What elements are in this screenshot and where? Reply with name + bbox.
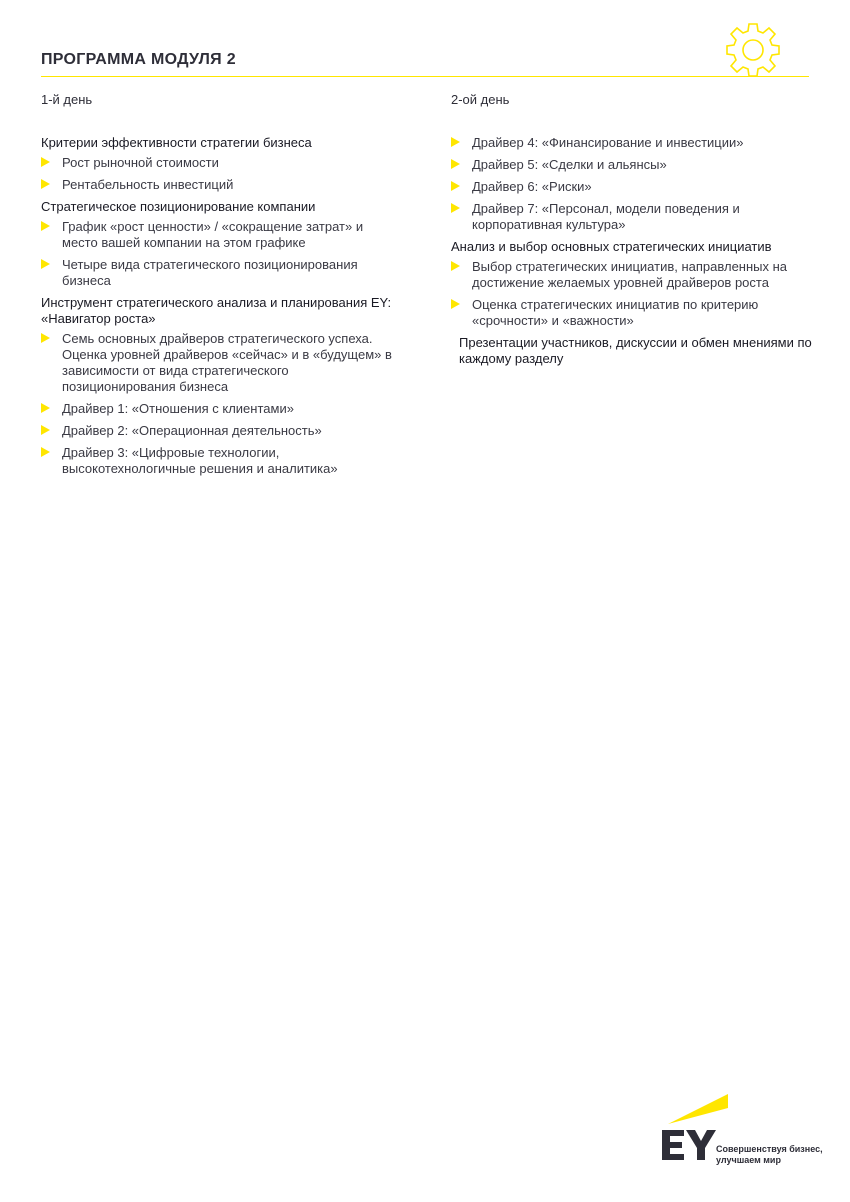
day1-section-3-title: Инструмент стратегического анализа и планирования EY: «Навигатор роста» <box>41 295 392 326</box>
bullet-icon <box>41 179 50 189</box>
bullet-icon <box>41 259 50 269</box>
day2-note: Презентации участников, дискуссии и обмен мнениями по каждому разделу <box>459 335 812 366</box>
day2-intro-list <box>451 135 821 233</box>
day1-section-3-list <box>41 331 401 477</box>
gear-icon <box>721 18 785 78</box>
day1-section-1-list <box>41 155 401 193</box>
list-item: Драйвер 6: «Риски» <box>451 179 821 195</box>
list-item: Рентабельность инвестиций <box>41 177 401 193</box>
ey-tagline: Совершенствуя бизнес, улучшаем мир <box>716 1144 823 1165</box>
day2-column <box>451 92 821 367</box>
day2-section-title: Анализ и выбор основных стратегических инициатив <box>451 239 772 254</box>
bullet-icon <box>451 299 460 309</box>
list-item: Рост рыночной стоимости <box>41 155 401 171</box>
bullet-icon <box>41 157 50 167</box>
list-item: График «рост ценности» / «сокращение затрат» и место вашей компании на этом графике <box>41 219 401 251</box>
day1-column <box>41 92 401 483</box>
list-item: Выбор стратегических инициатив, направленных на достижение желаемых уровней драйверов роста <box>451 259 821 291</box>
page-title: ПРОГРАММА МОДУЛЯ 2 <box>41 51 236 68</box>
day1-section-1-title: Критерии эффективности стратегии бизнеса <box>41 135 312 150</box>
day2-section-list <box>451 259 821 329</box>
list-item: Оценка стратегических инициатив по критерию «срочности» и «важности» <box>451 297 821 329</box>
bullet-icon <box>41 425 50 435</box>
list-item: Драйвер 2: «Операционная деятельность» <box>41 423 401 439</box>
list-item: Драйвер 1: «Отношения с клиентами» <box>41 401 401 417</box>
bullet-icon <box>451 181 460 191</box>
bullet-icon <box>451 203 460 213</box>
bullet-icon <box>451 137 460 147</box>
day1-section-2-title: Стратегическое позиционирование компании <box>41 199 316 214</box>
day1-label: 1-й день <box>41 92 93 107</box>
bullet-icon <box>41 403 50 413</box>
bullet-icon <box>41 333 50 343</box>
list-item: Четыре вида стратегического позиционирования бизнеса <box>41 257 401 289</box>
list-item: Драйвер 3: «Цифровые технологии, высокотехнологичные решения и аналитика» <box>41 445 401 477</box>
bullet-icon <box>451 159 460 169</box>
list-item: Драйвер 7: «Персонал, модели поведения и корпоративная культура» <box>451 201 821 233</box>
header-divider <box>41 76 809 77</box>
bullet-icon <box>41 221 50 231</box>
list-item: Семь основных драйверов стратегического успеха. Оценка уровней драйверов «сейчас» и в «будущем» в зависимости от вида стратегического позиционирования бизнеса <box>41 331 401 395</box>
bullet-icon <box>451 261 460 271</box>
bullet-icon <box>41 447 50 457</box>
list-item: Драйвер 4: «Финансирование и инвестиции» <box>451 135 821 151</box>
day1-section-2-list <box>41 219 401 289</box>
day2-label: 2-ой день <box>451 92 510 107</box>
list-item: Драйвер 5: «Сделки и альянсы» <box>451 157 821 173</box>
